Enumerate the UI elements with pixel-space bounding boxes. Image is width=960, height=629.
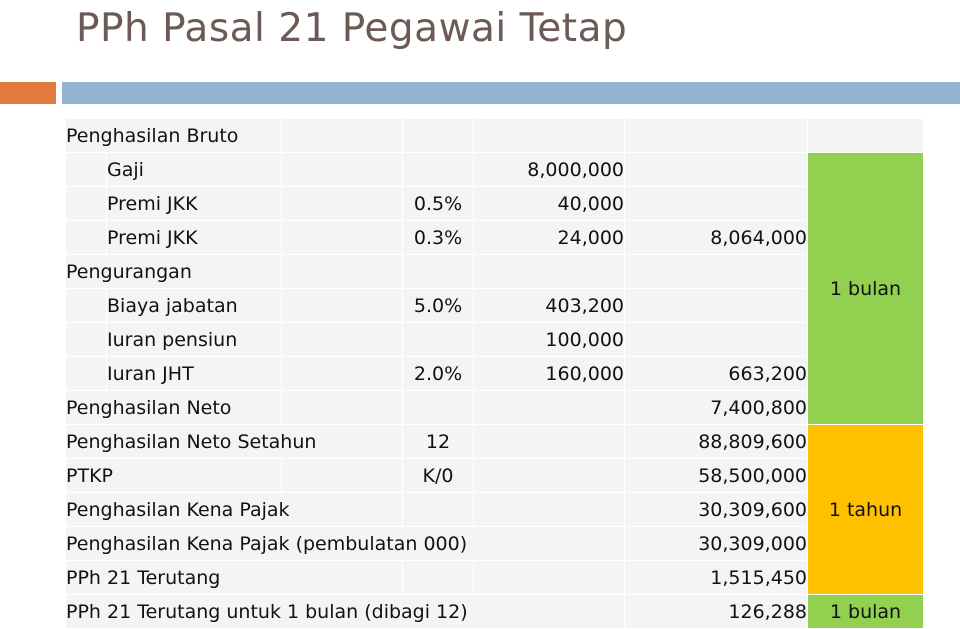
row-rate bbox=[403, 493, 474, 527]
row-amount: 100,000 bbox=[474, 323, 625, 357]
row-rate: 5.0% bbox=[403, 289, 474, 323]
table-row bbox=[66, 527, 924, 561]
row-amount: 8,000,000 bbox=[474, 153, 625, 187]
row-total: 30,309,600 bbox=[625, 493, 808, 527]
table-row bbox=[66, 459, 924, 493]
table-row bbox=[66, 391, 924, 425]
row-total bbox=[625, 255, 808, 289]
row-label: PTKP bbox=[66, 459, 282, 493]
table-row bbox=[66, 153, 924, 187]
row-rate: 0.3% bbox=[403, 221, 474, 255]
row-amount bbox=[474, 255, 625, 289]
row-total: 88,809,600 bbox=[625, 425, 808, 459]
row-total bbox=[625, 119, 808, 153]
row-label: Penghasilan Neto bbox=[66, 391, 282, 425]
table-row bbox=[66, 493, 924, 527]
row-rate: K/0 bbox=[403, 459, 474, 493]
table-row bbox=[66, 357, 924, 391]
row-amount bbox=[474, 425, 625, 459]
row-rate: 2.0% bbox=[403, 357, 474, 391]
row-rate bbox=[403, 119, 474, 153]
table-row bbox=[66, 255, 924, 289]
row-total bbox=[625, 187, 808, 221]
row-rate: 0.5% bbox=[403, 187, 474, 221]
table-row bbox=[66, 561, 924, 595]
period-yearly-cell: 1 tahun bbox=[808, 425, 924, 595]
table-row bbox=[66, 425, 924, 459]
row-total: 663,200 bbox=[625, 357, 808, 391]
row-total: 30,309,000 bbox=[625, 527, 808, 561]
row-amount bbox=[474, 119, 625, 153]
row-label: PPh 21 Terutang untuk 1 bulan (dibagi 12) bbox=[66, 595, 625, 629]
row-rate bbox=[403, 255, 474, 289]
table-row bbox=[66, 323, 924, 357]
accent-bar-orange bbox=[0, 82, 56, 104]
row-amount: 160,000 bbox=[474, 357, 625, 391]
row-amount: 24,000 bbox=[474, 221, 625, 255]
slide-title: PPh Pasal 21 Pegawai Tetap bbox=[76, 6, 628, 51]
row-label: Pengurangan bbox=[66, 255, 282, 289]
row-rate bbox=[403, 323, 474, 357]
table-row bbox=[66, 221, 924, 255]
row-rate bbox=[403, 391, 474, 425]
row-total bbox=[625, 289, 808, 323]
table-row bbox=[66, 119, 924, 153]
row-label: Penghasilan Kena Pajak bbox=[66, 493, 403, 527]
row-amount: 403,200 bbox=[474, 289, 625, 323]
row-total bbox=[625, 323, 808, 357]
row-total bbox=[625, 153, 808, 187]
row-label: Iuran pensiun bbox=[107, 323, 282, 357]
row-label: Premi JKK bbox=[107, 187, 282, 221]
row-amount bbox=[474, 391, 625, 425]
row-amount bbox=[474, 561, 625, 595]
row-rate bbox=[403, 561, 474, 595]
row-total: 1,515,450 bbox=[625, 561, 808, 595]
row-label: Iuran JHT bbox=[107, 357, 282, 391]
period-monthly-final-cell: 1 bulan bbox=[808, 595, 924, 629]
row-total: 126,288 bbox=[625, 595, 808, 629]
table-row bbox=[66, 595, 924, 629]
row-amount: 40,000 bbox=[474, 187, 625, 221]
table-row bbox=[66, 289, 924, 323]
tax-calculation-table bbox=[66, 119, 924, 629]
row-label: Penghasilan Neto Setahun bbox=[66, 425, 403, 459]
row-total: 8,064,000 bbox=[625, 221, 808, 255]
accent-bar-blue bbox=[62, 82, 960, 104]
row-rate bbox=[403, 153, 474, 187]
row-amount bbox=[474, 459, 625, 493]
row-total: 7,400,800 bbox=[625, 391, 808, 425]
row-label: Penghasilan Kena Pajak (pembulatan 000) bbox=[66, 527, 625, 561]
row-label: Gaji bbox=[107, 153, 282, 187]
row-label: PPh 21 Terutang bbox=[66, 561, 403, 595]
row-amount bbox=[474, 493, 625, 527]
row-label: Premi JKK bbox=[107, 221, 282, 255]
row-label: Penghasilan Bruto bbox=[66, 119, 282, 153]
row-rate: 12 bbox=[403, 425, 474, 459]
table-row bbox=[66, 187, 924, 221]
period-monthly-cell: 1 bulan bbox=[808, 153, 924, 425]
row-label: Biaya jabatan bbox=[107, 289, 282, 323]
row-total: 58,500,000 bbox=[625, 459, 808, 493]
